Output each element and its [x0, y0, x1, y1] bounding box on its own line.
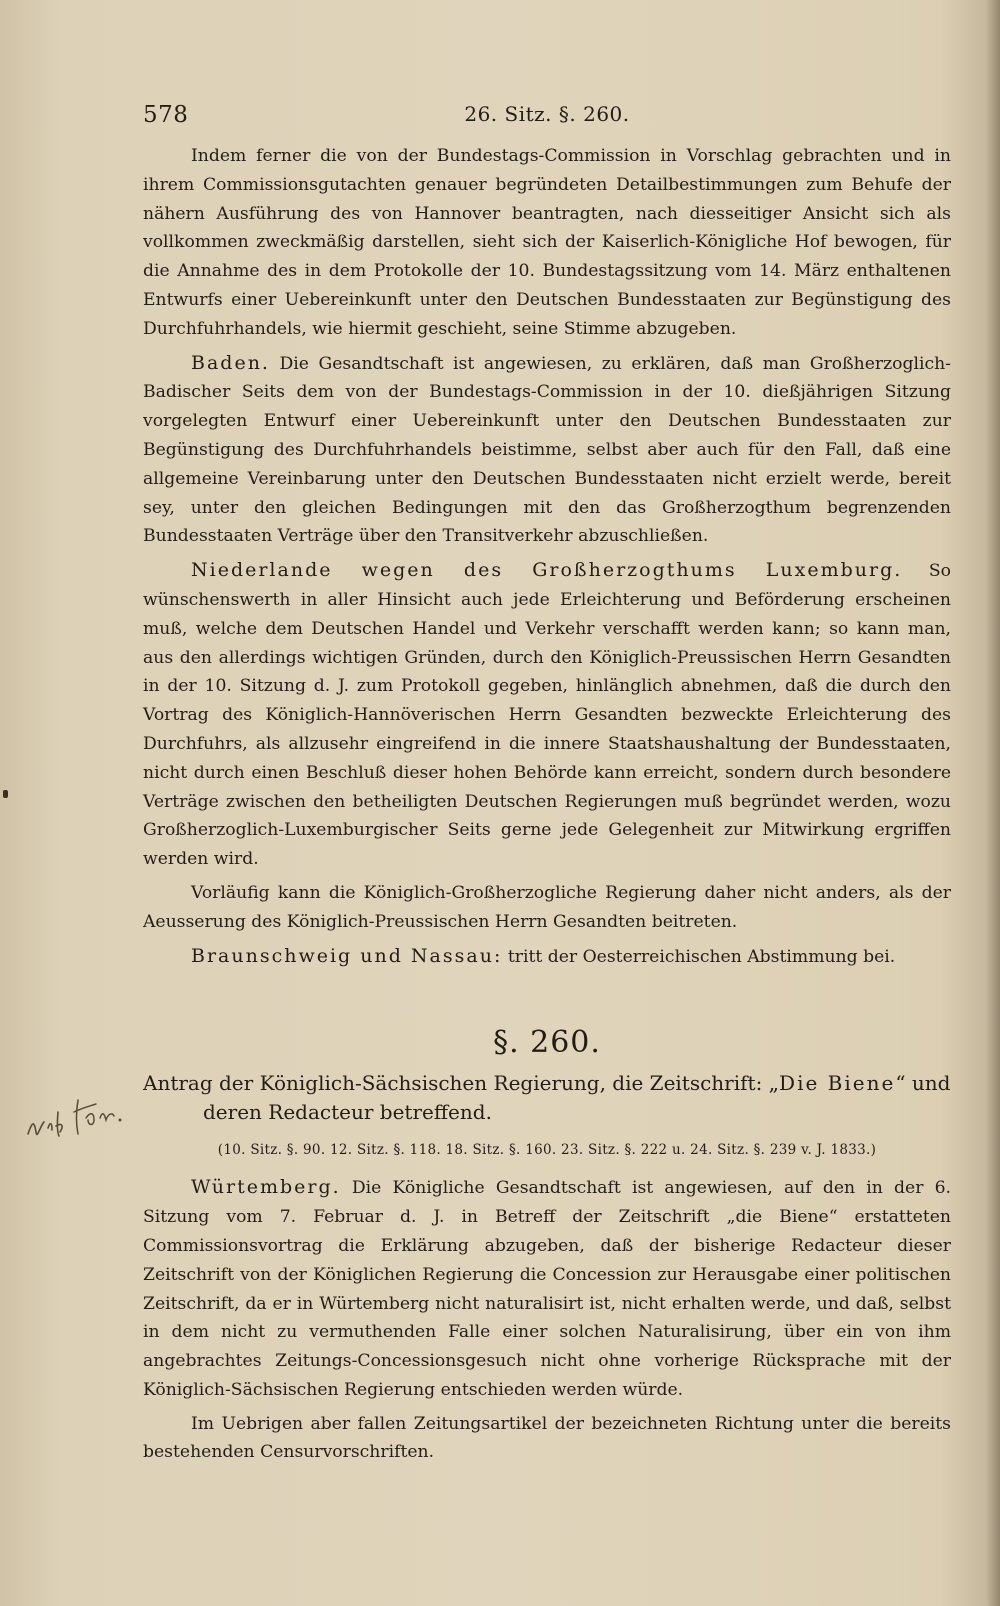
- motion-title-name: Die Biene: [779, 1071, 896, 1096]
- page-number: 578: [143, 102, 189, 128]
- paragraph-netherlands-luxembourg: [143, 556, 951, 874]
- page-content: [143, 100, 951, 1467]
- speaker-label: Niederlande wegen des Großherzogthums Luxemburg.: [191, 559, 903, 582]
- binding-shadow: [986, 0, 1000, 1606]
- paragraph-censorship: [143, 1410, 951, 1468]
- paragraph-baden: [143, 349, 951, 552]
- paragraph-text: Indem ferner die von der Bundestags-Commission in Vorschlag gebrachten und in ihrem Commissionsgutachten genauer begründeten Detailbestimmungen zum Behufe der nähern Ausführung des von Hannover beantragten, nach diesseitiger Ansicht sich als vollkommen zweckmäßig darstellen, sieht sich der Kaiserlich-Königliche Hof bewogen, für die Annahme des in dem Protokolle der 10. Bundestagssitzung vom 14. März enthaltenen Entwurfs einer Uebereinkunft unter den Deutschen Bundesstaaten zur Begünstigung des Durchfuhrhandels, wie hiermit geschieht, seine Stimme abzugeben.: [143, 146, 951, 339]
- paragraph-text: Die Gesandtschaft ist angewiesen, zu erklären, daß man Großherzoglich-Badischer Seits dem von der Bundestags-Commission in der 10. dießjährigen Sitzung vorgelegten Entwurf einer Uebereinkunft unter den Deutschen Bundesstaaten zur Begünstigung des Durchfuhrhandels beistimme, selbst aber auch für den Fall, daß eine allgemeine Vereinbarung unter den Deutschen Bundesstaaten nicht erzielt werde, bereit sey, unter den gleichen Bedingungen mit den das Großherzogthum begrenzenden Bundesstaaten Verträge über den Transitverkehr abzuschließen.: [143, 353, 951, 547]
- motion-title-prefix: Antrag der Königlich-Sächsischen Regierung, die Zeitschrift: „: [143, 1071, 780, 1096]
- paragraph-text: Die Königliche Gesandtschaft ist angewiesen, auf den in der 6. Sitzung vom 7. Februar d. J. in Betreff der Zeitschrift „die Biene“ erstatteten Commissionsvortrag die Erklärung abzugeben, daß der bisherige Redacteur dieser Zeitschrift von der Königlichen Regierung die Concession zur Herausgabe einer politischen Zeitschrift, da er in Würtemberg nicht naturalisirt ist, nicht erhalten werde, und daß, selbst in dem nicht zu vermuthenden Falle einer solchen Naturalisirung, über ein von ihm angebrachtes Zeitungs-Concessionsgesuch nicht ohne vorherige Rücksprache mit der Königlich-Sächsischen Regierung entschieden werden würde.: [143, 1178, 951, 1400]
- paragraph-luxembourg-provisional: [143, 879, 951, 937]
- paragraph-braunschweig-nassau: [143, 942, 951, 972]
- handwritten-margin-note: [24, 1082, 134, 1152]
- motion-title-suffix: “ und deren Redacteur betreffend.: [203, 1071, 951, 1125]
- speaker-label: Würtemberg.: [191, 1176, 341, 1199]
- section-title: §. 260.: [493, 1025, 601, 1061]
- ink-smudge: [3, 790, 8, 798]
- paragraph-text: Im Uebrigen aber fallen Zeitungsartikel der bezeichneten Richtung unter die bereits bestehenden Censurvorschriften.: [143, 1413, 951, 1463]
- paragraph-wuertemberg: [143, 1173, 951, 1404]
- running-head: 26. Sitz. §. 260.: [464, 102, 630, 126]
- page-header: [143, 100, 951, 142]
- section-references: (10. Sitz. §. 90. 12. Sitz. §. 118. 18. Sitz. §. 160. 23. Sitz. §. 222 u. 24. Sitz. §. 239 v. J. 1833.): [217, 1142, 877, 1159]
- paragraph-text: tritt der Oesterreichischen Abstimmung bei.: [507, 946, 896, 967]
- paragraph-text: So wünschenswerth in aller Hinsicht auch jede Erleichterung und Beförderung erscheinen muß, welche dem Deutschen Handel und Verkehr verschafft werden kann; so kann man, aus den allerdings wichtigen Gründen, durch den Königlich-Preussischen Herrn Gesandten in der 10. Sitzung d. J. zum Protokoll gegeben, hinlänglich abnehmen, daß die durch den Vortrag des Königlich-Hannöverischen Herrn Gesandten bezweckte Erleichterung des Durchfuhrs, als allzusehr eingreifend in die innere Staatshaushaltung der Bundesstaaten, nicht durch einen Beschluß dieser hohen Behörde kann erreicht, sondern durch besondere Verträge zwischen den betheiligten Deutschen Regierungen muß begründet werden, wozu Großherzoglich-Luxemburgischer Seits gerne jede Gelegenheit zur Mitwirkung ergriffen werden wird.: [143, 561, 952, 870]
- motion-title: [143, 1069, 951, 1127]
- speaker-label: Baden.: [191, 351, 270, 374]
- paragraph-austria-vote: [143, 142, 951, 344]
- paragraph-text: Vorläufig kann die Königlich-Großherzogliche Regierung daher nicht anders, als der Aeusserung des Königlich-Preussischen Herrn Gesandten beitreten.: [143, 882, 951, 932]
- speaker-label: Braunschweig und Nassau:: [191, 944, 503, 967]
